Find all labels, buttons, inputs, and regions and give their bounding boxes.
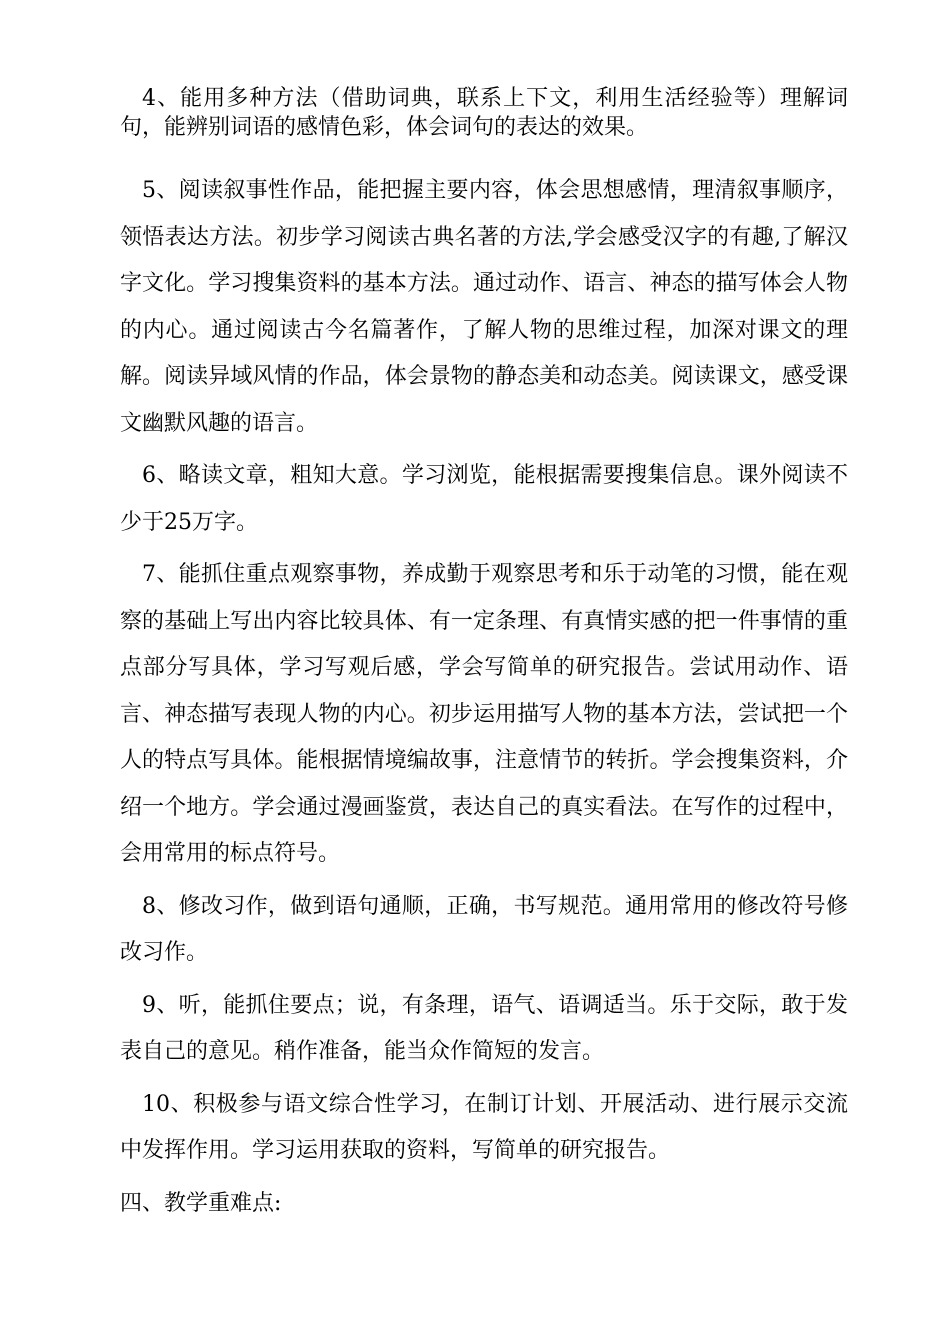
paragraph-5: 5、阅读叙事性作品，能把握主要内容，体会思想感情，理清叙事顺序，领悟表达方法。初步学习阅读古典名著的方法,学会感受汉字的有趣,了解汉字文化。学习搜集资料的基本方法。通过动作、语言、神态的描写体会人物的内心。通过阅读古今名篇著作，了解人物的思维过程，加深对课文的理解。阅读异域风情的作品，体会景物的静态美和动态美。阅读课文，感受课文幽默风趣的语言。 (120, 178, 848, 436)
section-heading: 四、教学重难点: (120, 1190, 282, 1216)
paragraph-4: 4、能用多种方法（借助词典，联系上下文，利用生活经验等）理解词句，能辨别词语的感情色彩，体会词句的表达的效果。 (120, 86, 848, 140)
paragraph-9: 9、听，能抓住要点；说，有条理，语气、语调适当。乐于交际，敢于发表自己的意见。稍作准备，能当众作简短的发言。 (120, 992, 848, 1064)
paragraph-10: 10、积极参与语文综合性学习，在制订计划、开展活动、进行展示交流中发挥作用。学习运用获取的资料，写简单的研究报告。 (120, 1091, 848, 1163)
document-page (120, 84, 848, 1227)
paragraph-6: 6、略读文章，粗知大意。学习浏览，能根据需要搜集信息。课外阅读不少于25万字。 (120, 463, 848, 535)
paragraph-8: 8、修改习作，做到语句通顺，正确，书写规范。通用常用的修改符号修改习作。 (120, 893, 848, 965)
paragraph-7: 7、能抓住重点观察事物，养成勤于观察思考和乐于动笔的习惯，能在观察的基础上写出内容比较具体、有一定条理、有真情实感的把一件事情的重点部分写具体，学习写观后感，学会写简单的研究报告。尝试用动作、语言、神态描写表现人物的内心。初步运用描写人物的基本方法，尝试把一个人的特点写具体。能根据情境编故事，注意情节的转折。学会搜集资料，介绍一个地方。学会通过漫画鉴赏，表达自己的真实看法。在写作的过程中，会用常用的标点符号。 (120, 562, 848, 866)
